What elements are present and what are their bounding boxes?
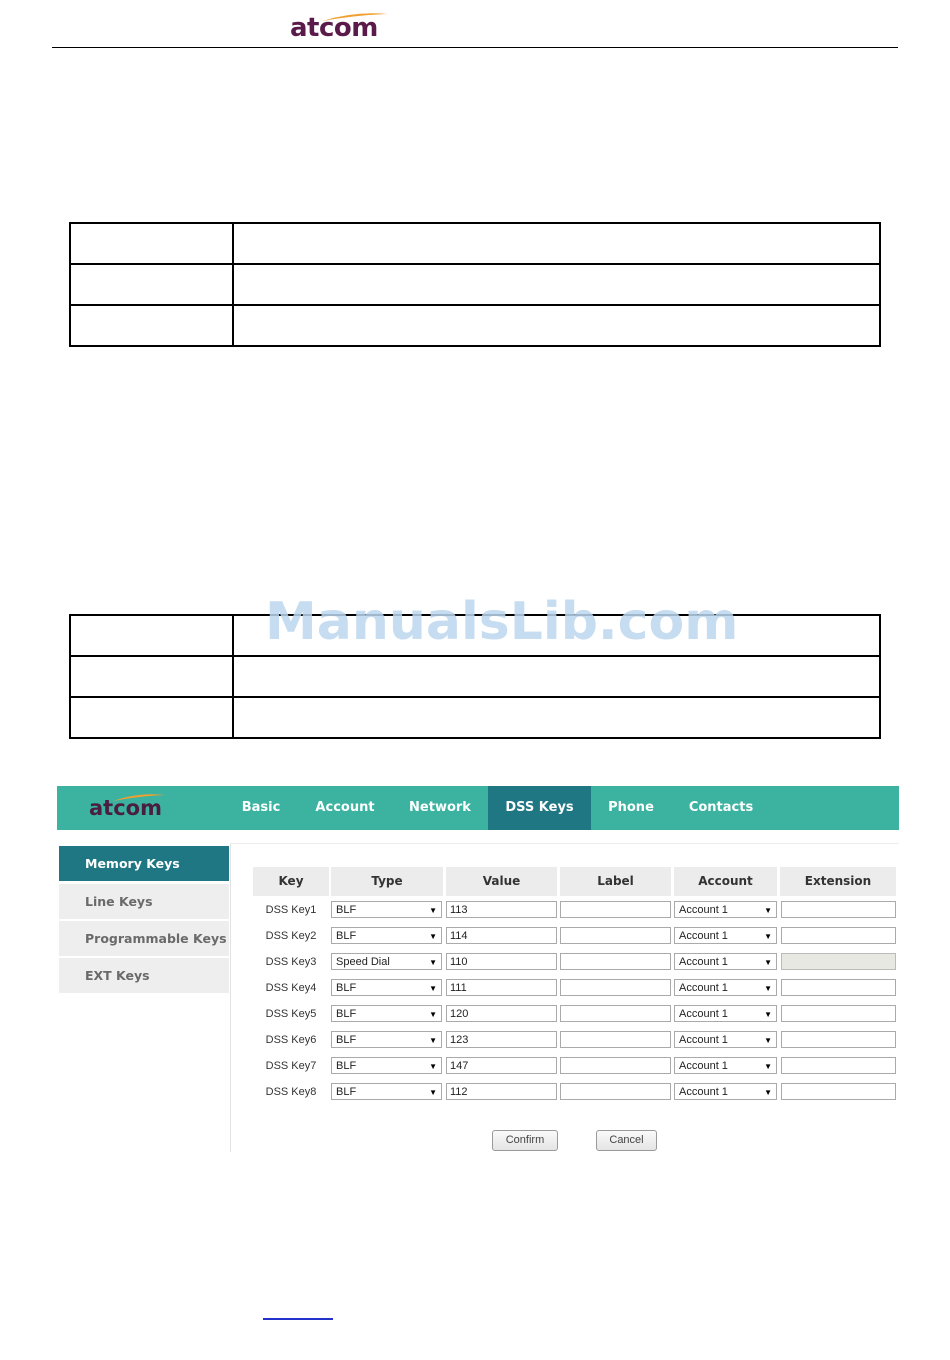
dss-keys-screenshot (57, 786, 899, 1152)
account-select[interactable] (674, 1083, 777, 1100)
header-rule (52, 47, 898, 48)
dropdown-arrow-icon: ▼ (429, 932, 437, 941)
type-select-value: Speed Dial (336, 956, 390, 968)
row-key-label: DSS Key7 (265, 1060, 317, 1072)
sidebar-item-memory-keys[interactable]: Memory Keys (59, 846, 229, 881)
app-logo-text: atcom (89, 796, 162, 820)
account-select-value: Account 1 (679, 904, 728, 916)
value-input[interactable] (446, 927, 557, 944)
dropdown-arrow-icon: ▼ (764, 1036, 772, 1045)
extension-input[interactable] (781, 979, 896, 996)
extension-input (781, 953, 896, 970)
account-select[interactable] (674, 1005, 777, 1022)
content-divider (230, 843, 899, 844)
doc-logo-text: atcom (290, 13, 378, 43)
dropdown-arrow-icon: ▼ (429, 958, 437, 967)
value-input[interactable] (446, 901, 557, 918)
col-header-type: Type (331, 867, 443, 896)
extension-input[interactable] (781, 1031, 896, 1048)
nav-phone[interactable]: Phone (608, 800, 654, 815)
account-select-value: Account 1 (679, 1034, 728, 1046)
label-input[interactable] (560, 1057, 671, 1074)
label-input[interactable] (560, 979, 671, 996)
value-input[interactable] (446, 1057, 557, 1074)
row-key-label: DSS Key1 (265, 904, 317, 916)
extension-input[interactable] (781, 1083, 896, 1100)
type-select[interactable] (331, 953, 442, 970)
nav-account[interactable]: Account (315, 800, 375, 815)
dropdown-arrow-icon: ▼ (429, 1036, 437, 1045)
extension-input[interactable] (781, 901, 896, 918)
type-select-value: BLF (336, 1034, 357, 1046)
top-nav-bar (57, 786, 899, 830)
account-select-value: Account 1 (679, 956, 728, 968)
type-select[interactable] (331, 927, 442, 944)
account-select[interactable] (674, 927, 777, 944)
footer-link-underline[interactable] (263, 1318, 333, 1320)
sidebar-item-line-keys[interactable]: Line Keys (59, 884, 229, 919)
dropdown-arrow-icon: ▼ (764, 1062, 772, 1071)
atcom-doc-logo (290, 10, 392, 44)
col-header-label: Label (560, 867, 671, 896)
account-select-value: Account 1 (679, 982, 728, 994)
value-input[interactable] (446, 1031, 557, 1048)
value-input[interactable] (446, 1005, 557, 1022)
value-input[interactable] (446, 979, 557, 996)
account-select[interactable] (674, 953, 777, 970)
account-select[interactable] (674, 1031, 777, 1048)
value-input[interactable] (446, 953, 557, 970)
dropdown-arrow-icon: ▼ (429, 1062, 437, 1071)
spec-table-1 (69, 222, 881, 347)
row-key-label: DSS Key5 (265, 1008, 317, 1020)
account-select[interactable] (674, 979, 777, 996)
type-select[interactable] (331, 1005, 442, 1022)
dropdown-arrow-icon: ▼ (429, 1088, 437, 1097)
type-select-value: BLF (336, 982, 357, 994)
type-select[interactable] (331, 1031, 442, 1048)
cancel-button[interactable]: Cancel (596, 1130, 657, 1151)
value-input[interactable] (446, 1083, 557, 1100)
extension-input[interactable] (781, 927, 896, 944)
label-input[interactable] (560, 953, 671, 970)
dropdown-arrow-icon: ▼ (429, 906, 437, 915)
dropdown-arrow-icon: ▼ (764, 932, 772, 941)
label-input[interactable] (560, 1005, 671, 1022)
account-select-value: Account 1 (679, 1008, 728, 1020)
label-input[interactable] (560, 1031, 671, 1048)
type-select-value: BLF (336, 904, 357, 916)
label-input[interactable] (560, 901, 671, 918)
sidebar-item-programmable-keys[interactable]: Programmable Keys (59, 921, 229, 956)
dropdown-arrow-icon: ▼ (764, 1088, 772, 1097)
col-header-key: Key (253, 867, 329, 896)
type-select-value: BLF (336, 1060, 357, 1072)
dropdown-arrow-icon: ▼ (764, 906, 772, 915)
extension-input[interactable] (781, 1005, 896, 1022)
type-select[interactable] (331, 1057, 442, 1074)
row-key-label: DSS Key6 (265, 1034, 317, 1046)
row-key-label: DSS Key8 (265, 1086, 317, 1098)
dropdown-arrow-icon: ▼ (429, 984, 437, 993)
nav-basic[interactable]: Basic (241, 800, 281, 815)
sidebar (57, 844, 231, 1152)
nav-network[interactable]: Network (409, 800, 471, 815)
type-select-value: BLF (336, 1008, 357, 1020)
dropdown-arrow-icon: ▼ (429, 1010, 437, 1019)
sidebar-item-ext-keys[interactable]: EXT Keys (59, 958, 229, 993)
type-select[interactable] (331, 901, 442, 918)
dropdown-arrow-icon: ▼ (764, 984, 772, 993)
nav-dss-keys[interactable]: DSS Keys (488, 786, 591, 830)
label-input[interactable] (560, 1083, 671, 1100)
account-select[interactable] (674, 1057, 777, 1074)
account-select-value: Account 1 (679, 1060, 728, 1072)
account-select-value: Account 1 (679, 930, 728, 942)
label-input[interactable] (560, 927, 671, 944)
nav-contacts[interactable]: Contacts (688, 800, 754, 815)
col-header-value: Value (446, 867, 557, 896)
col-header-account: Account (674, 867, 777, 896)
atcom-app-logo (89, 793, 169, 823)
extension-input[interactable] (781, 1057, 896, 1074)
type-select-value: BLF (336, 930, 357, 942)
type-select[interactable] (331, 1083, 442, 1100)
confirm-button[interactable]: Confirm (492, 1130, 558, 1151)
account-select-value: Account 1 (679, 1086, 728, 1098)
type-select-value: BLF (336, 1086, 357, 1098)
type-select[interactable] (331, 979, 442, 996)
col-header-extension: Extension (780, 867, 896, 896)
dropdown-arrow-icon: ▼ (764, 1010, 772, 1019)
watermark: ManualsLib.com (265, 592, 739, 652)
row-key-label: DSS Key3 (265, 956, 317, 968)
row-key-label: DSS Key2 (265, 930, 317, 942)
account-select[interactable] (674, 901, 777, 918)
dropdown-arrow-icon: ▼ (764, 958, 772, 967)
row-key-label: DSS Key4 (265, 982, 317, 994)
